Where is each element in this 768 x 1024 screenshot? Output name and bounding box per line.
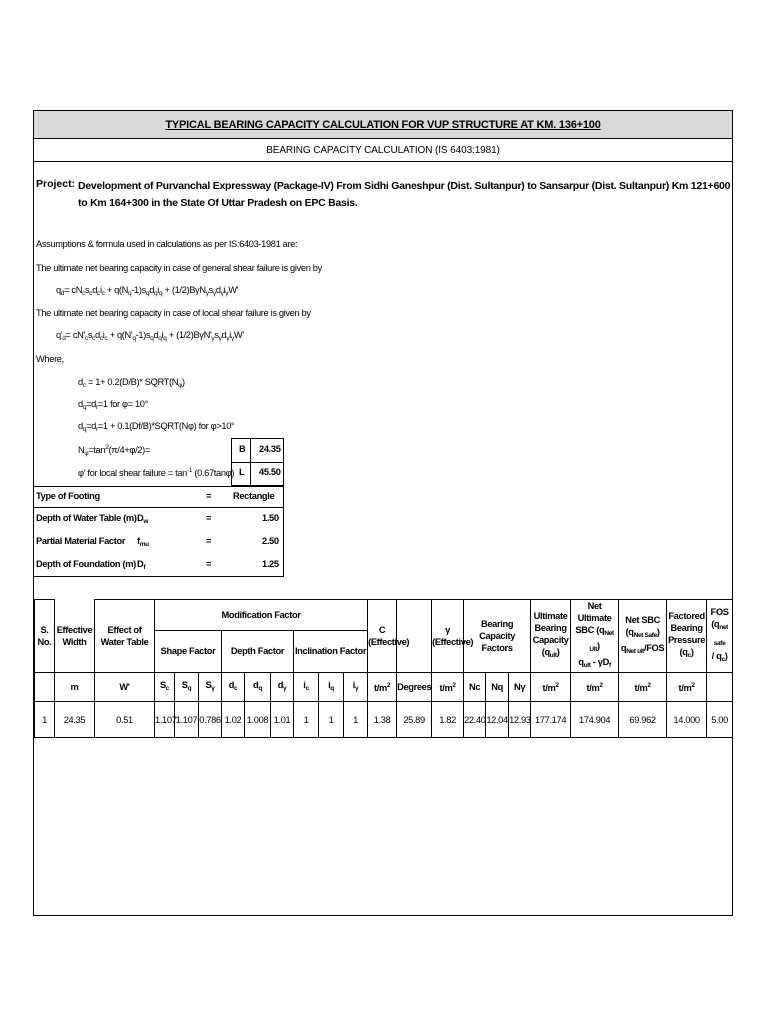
divider xyxy=(250,438,251,486)
local-shear-formula: $q'_d= cN'_cs_cd_ci_c + q(N'_q-1)s_qd_qi_q + (1/2)B\gamma N'_\gamma s_\gamma d_\gamma i_\gamma W'$ xyxy=(56,330,244,342)
th-c-effective: C (Effective) xyxy=(368,600,397,673)
param-water-symbol-main: D xyxy=(137,513,144,523)
unit-dc: $d_c$ xyxy=(222,673,245,702)
param-water-label: Depth of Water Table (m) xyxy=(36,513,137,523)
param-foundation-eq: = xyxy=(206,559,212,569)
cell-ng: 12.93 xyxy=(509,702,531,738)
unit-fos xyxy=(707,673,733,702)
unit-ult-text: t/m xyxy=(542,683,556,693)
param-foundation-label: Depth of Foundation (m) xyxy=(36,559,136,569)
param-water-symbol-sub: w xyxy=(143,518,149,525)
cell-nq: 12.04 xyxy=(486,702,509,738)
unit-factored-text: t/m xyxy=(678,683,692,693)
unit-net-ult: $t/m^2$ xyxy=(571,673,619,702)
where-label: Where, xyxy=(36,354,64,364)
th-inclination-factor: Inclination Factor xyxy=(294,630,368,672)
th-factored-label: Factored Bearing Pressure xyxy=(668,611,706,645)
param-material-label: Partial Material Factor xyxy=(36,536,126,546)
l-label: L xyxy=(239,467,245,477)
cell-width: 24.35 xyxy=(55,702,95,738)
param-water-value: 1.50 xyxy=(262,513,279,523)
unit-c-text: t/m xyxy=(373,683,387,693)
general-shear-text: The ultimate net bearing capacity in case of general shear failure is given by xyxy=(36,263,322,273)
param-material-value: 2.50 xyxy=(262,536,279,546)
cell-c: 1.38 xyxy=(368,702,397,738)
l-value: 45.50 xyxy=(259,467,281,477)
title-bar xyxy=(34,111,732,139)
param-material-eq: = xyxy=(206,536,212,546)
unit-w: W' xyxy=(95,673,155,702)
project-description: Development of Purvanchal Expressway (Package-IV) From Sidhi Ganeshpur (Dist. Sultanpur) to Sansarpur (Dist. Sultanpur) Km 121+600 to Km 164+300 in the State Of Uttar Pradesh on EPC Basis. xyxy=(78,180,731,209)
calculation-sheet xyxy=(33,110,733,916)
param-foundation-value: 1.25 xyxy=(262,559,279,569)
general-shear-formula: $q_d= cN_cs_cd_ci_c + q(N_q-1)s_qd_qi_q + (1/2)B\gamma N_\gamma s_\gamma d_\gamma i_\gamma W'$ xyxy=(56,285,239,297)
unit-ig: $i_\gamma$ xyxy=(344,673,368,702)
sheet-title: TYPICAL BEARING CAPACITY CALCULATION FOR VUP STRUCTURE AT KM. 136+100 xyxy=(165,118,601,131)
cell-sg: 0.786 xyxy=(199,702,222,738)
th-fos: FOS ($q_{net safe}$ / $q_c$) xyxy=(707,600,733,673)
param-foundation-symbol-main: D xyxy=(137,559,144,569)
th-net-ultimate-sbc: Net Ultimate SBC $(q_{Net Ult})$ $q_{ult} - \gamma D_f$ xyxy=(571,600,619,673)
cell-fos: 5.00 xyxy=(707,702,733,738)
unit-gamma-text: t/m xyxy=(439,683,453,693)
cell-dg: 1.01 xyxy=(271,702,294,738)
unit-ult: $t/m^2$ xyxy=(531,673,571,702)
unit-sq: $S_q$ xyxy=(175,673,199,702)
cell-sc: 1.107 xyxy=(155,702,175,738)
param-water-symbol xyxy=(137,513,148,525)
unit-degrees: Degrees xyxy=(397,673,432,702)
th-water-table: Effect of Water Table xyxy=(95,600,155,673)
cell-sq: 1.107 xyxy=(175,702,199,738)
unit-sc: $S_c$ xyxy=(155,673,175,702)
th-fos-label: FOS xyxy=(710,607,729,617)
divider xyxy=(34,507,284,508)
sheet-subtitle: BEARING CAPACITY CALCULATION (IS 6403:1981) xyxy=(34,139,732,162)
cell-water: 0.51 xyxy=(95,702,155,738)
dr-formula: $d_q=d_r=1$ + 0.1(Df/B)*SQRT(Nφ) for φ>10° xyxy=(78,421,235,433)
th-net-ult-label: Net Ultimate SBC xyxy=(575,601,612,635)
param-footing-eq: = xyxy=(206,491,212,501)
unit-net-sbc: $t/m^2$ xyxy=(619,673,667,702)
unit-nc: Nc xyxy=(464,673,486,702)
unit-nq: Nq xyxy=(486,673,509,702)
assumptions-intro: Assumptions & formula used in calculations as per IS:6403-1981 are: xyxy=(36,239,298,249)
dc-formula: $d_c = 1+ 0.2(D/B)*$ $SQRT(N_\varphi)$ xyxy=(78,377,185,389)
nphi-formula: $N_\varphi=\tan^2(\pi/4+\varphi/2)=$ xyxy=(78,444,150,457)
param-material-symbol xyxy=(137,536,149,548)
bearing-capacity-table xyxy=(34,599,733,738)
param-material-symbol-main: f xyxy=(137,536,140,546)
cell-dq: 1.008 xyxy=(245,702,271,738)
th-bearing-capacity-factors: Bearing Capacity Factors xyxy=(464,600,531,673)
unit-net-sbc-text: t/m xyxy=(634,683,648,693)
cell-iq: 1 xyxy=(319,702,344,738)
th-sno: S. No. xyxy=(35,600,55,673)
unit-factored: $t/m^2$ xyxy=(667,673,707,702)
th-effective-width: Effective Width xyxy=(55,600,95,673)
unit-sno xyxy=(35,673,55,702)
table-row xyxy=(35,702,733,738)
cell-sno: 1 xyxy=(35,702,55,738)
local-shear-text: The ultimate net bearing capacity in case of local shear failure is given by xyxy=(36,308,311,318)
b-value: 24.35 xyxy=(259,444,281,454)
cell-factored: 14.000 xyxy=(667,702,707,738)
unit-ng: Nγ xyxy=(509,673,531,702)
th-net-sbc: Net SBC $(q_{Net Safe})$ $q_{Net ult}$/FOS xyxy=(619,600,667,673)
unit-ic: $i_c$ xyxy=(294,673,319,702)
unit-m: m xyxy=(55,673,95,702)
param-footing-label: Type of Footing xyxy=(36,491,100,501)
th-modification-factor: Modification Factor xyxy=(155,600,368,631)
unit-dq: $d_q$ xyxy=(245,673,271,702)
project-label: Project: xyxy=(36,178,76,190)
cell-ic: 1 xyxy=(294,702,319,738)
divider xyxy=(231,462,284,463)
th-ultimate-bearing-capacity: Ultimate Bearing Capacity $(q_{ult})$ xyxy=(531,600,571,673)
th-gamma-effective: γ (Effective) xyxy=(432,600,464,673)
unit-iq: $i_q$ xyxy=(319,673,344,702)
param-material-symbol-sub: mu xyxy=(139,541,149,548)
dq-formula: $d_q=d_r=1$ for φ= 10° xyxy=(78,399,148,411)
th-factored-bearing-pressure: Factored Bearing Pressure $(q_c)$ xyxy=(667,600,707,673)
unit-net-ult-text: t/m xyxy=(586,683,600,693)
th-shape-factor: Shape Factor xyxy=(155,630,222,672)
param-foundation-symbol-sub: f xyxy=(143,564,146,571)
cell-nc: 22.40 xyxy=(464,702,486,738)
param-foundation-symbol xyxy=(137,559,145,571)
th-net-sbc-label: Net SBC xyxy=(625,615,660,625)
th-ult-label: Ultimate Bearing Capacity xyxy=(532,611,569,645)
cell-gamma: 1.82 xyxy=(432,702,464,738)
unit-c: $t/m^2$ xyxy=(368,673,397,702)
cell-dc: 1.02 xyxy=(222,702,245,738)
cell-ig: 1 xyxy=(344,702,368,738)
phi-local-formula: φ' for local shear failure = $\tan^{-1} (0.67\tan\varphi)$ xyxy=(78,467,235,478)
unit-gamma: $t/m^2$ xyxy=(432,673,464,702)
param-water-eq: = xyxy=(206,513,212,523)
cell-net-ult: 174.904 xyxy=(571,702,619,738)
param-footing-value: Rectangle xyxy=(233,491,275,501)
th-depth-factor: Depth Factor xyxy=(222,630,294,672)
unit-dg: $d_\gamma$ xyxy=(271,673,294,702)
th-phi xyxy=(397,600,432,673)
unit-sg: $S_\gamma$ xyxy=(199,673,222,702)
cell-net-sbc: 69.962 xyxy=(619,702,667,738)
cell-ult: 177.174 xyxy=(531,702,571,738)
b-label: B xyxy=(239,444,246,454)
cell-phi: 25.89 xyxy=(397,702,432,738)
